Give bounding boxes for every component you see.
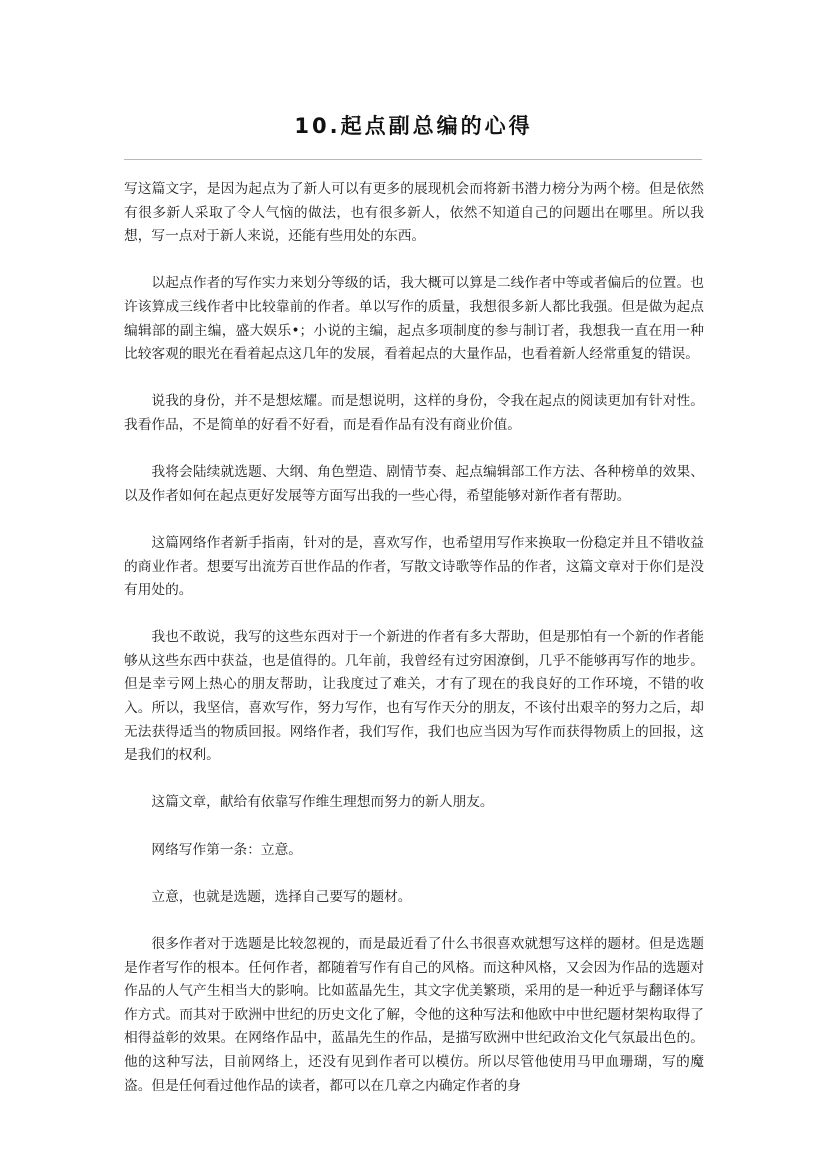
paragraph-1: 写这篇文字，是因为起点为了新人可以有更多的展现机会而将新书潜力榜分为两个榜。但是依然有很多新人采取了令人气恼的做法，也有很多新人，依然不知道自己的问题出在哪里。所以我想，写一点对于新人来说，还能有些用处的东西。	[124, 181, 704, 245]
paragraph-4: 我将会陆续就选题、大纲、角色塑造、剧情节奏、起点编辑部工作方法、各种榜单的效果、以及作者如何在起点更好发展等方面写出我的一些心得，希望能够对新作者有帮助。	[124, 464, 704, 504]
paragraph-9: 立意，也就是选题，选择自己要写的题材。	[151, 888, 412, 905]
paragraph-3: 说我的身份，并不是想炫耀。而是想说明，这样的身份，令我在起点的阅读更加有针对性。我看作品，不是简单的好看不好看，而是看作品有没有商业价值。	[124, 393, 704, 433]
page-title: 10.起点副总编的心得	[294, 114, 533, 138]
paragraph-10: 很多作者对于选题是比较忽视的，而是最近看了什么书很喜欢就想写这样的题材。但是选题是作者写作的根本。任何作者，都随着写作有自己的风格。而这种风格，又会因为作品的选题对作品的人气产生相当大的影响。比如蓝晶先生，其文字优美繁琐，采用的是一种近乎与翻译体写作方式。而其对于欧洲中世纪的历史文化了解，令他的这种写法和他欧中中世纪题材架构取得了相得益彰的效果。在网络作品中，蓝晶先生的作品，是描写欧洲中世纪政治文化气氛最出色的。他的这种写法，目前网络上，还没有见到作者可以模仿。所以尽管他使用马甲血珊瑚，写的魔盗。但是任何看过他作品的读者，都可以在几章之内确定作者的身	[124, 936, 704, 1094]
paragraph-7: 这篇文章，献给有依靠写作维生理想而努力的新人朋友。	[151, 794, 494, 811]
title-divider	[124, 159, 702, 160]
paragraph-8: 网络写作第一条：立意。	[151, 841, 302, 858]
paragraph-2: 以起点作者的写作实力来划分等级的话，我大概可以算是二线作者中等或者偏后的位置。也许该算成三线作者中比较靠前的作者。单以写作的质量，我想很多新人都比我强。但是做为起点编辑部的副主编，盛大娱乐•；小说的主编，起点多项制度的参与制订者，我想我一直在用一种比较客观的眼光在看着起点这几年的发展，看着起点的大量作品，也看着新人经常重复的错误。	[124, 275, 704, 363]
paragraph-5: 这篇网络作者新手指南，针对的是，喜欢写作，也希望用写作来换取一份稳定并且不错收益的商业作者。想要写出流芳百世作品的作者，写散文诗歌等作品的作者，这篇文章对于你们是没有用处的。	[124, 534, 704, 599]
document-body	[124, 178, 704, 1098]
paragraph-6: 我也不敢说，我写的这些东西对于一个新进的作者有多大帮助，但是那怕有一个新的作者能够从这些东西中获益，也是值得的。几年前，我曾经有过穷困潦倒，几乎不能够再写作的地步。但是幸亏网上热心的朋友帮助，让我度过了难关，才有了现在的我良好的工作环境，不错的收入。所以，我坚信，喜欢写作，努力写作，也有写作天分的朋友，不该付出艰辛的努力之后，却无法获得适当的物质回报。网络作者，我们写作，我们也应当因为写作而获得物质上的回报，这是我们的权利。	[124, 629, 704, 764]
